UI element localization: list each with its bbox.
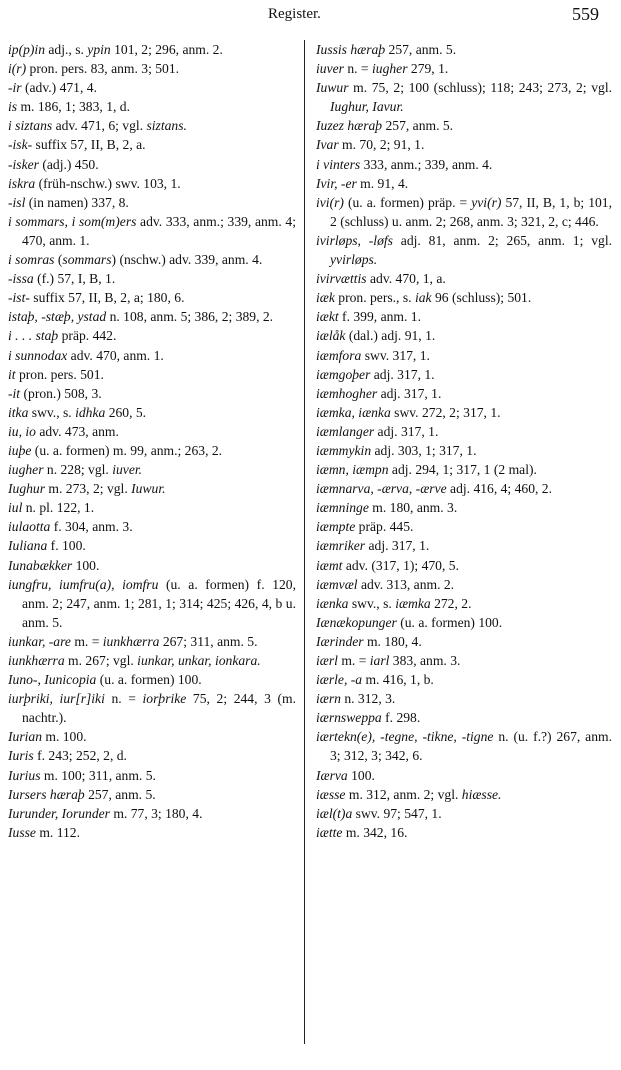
index-entry — [316, 804, 612, 823]
index-entry — [8, 422, 296, 441]
headword: -isker — [8, 156, 39, 172]
index-entry — [8, 250, 296, 269]
page-number: 559 — [572, 4, 599, 24]
entry-text: pron. pers. 83, anm. 3; 501. — [26, 61, 180, 77]
headword: iunkar, -are — [8, 633, 71, 649]
index-entry — [316, 174, 612, 193]
index-column-right — [316, 40, 612, 842]
entry-text: m. 112. — [35, 824, 81, 840]
headword: Ivar — [316, 137, 339, 153]
index-entry — [8, 498, 296, 517]
entry-text: pron. pers., s. — [334, 290, 415, 306]
entry-text: 333, anm.; 339, anm. 4. — [360, 156, 493, 172]
headword: siztans. — [146, 118, 187, 134]
entry-text: n. 312, 3. — [340, 691, 396, 707]
index-entry — [316, 632, 612, 651]
page-header — [0, 4, 621, 28]
index-entry — [316, 727, 612, 765]
index-entry — [316, 594, 612, 613]
entry-text: n. pl. 122, 1. — [22, 500, 95, 516]
index-entry — [8, 746, 296, 765]
entry-text: 101, 2; 296, anm. 2. — [110, 42, 223, 57]
headword: iæmhogher — [316, 385, 378, 401]
entry-text: 75, 2; 244, 3 (m. nachtr.). — [22, 691, 296, 726]
index-entry — [316, 307, 612, 326]
headword: iærn — [316, 691, 341, 707]
headword: Iærva — [316, 767, 348, 783]
index-entry — [8, 193, 296, 212]
entry-text: adj. 317, 1. — [365, 538, 430, 554]
entry-text: adj. 317, 1. — [374, 423, 439, 439]
entry-text: (pron.) 508, 3. — [20, 385, 102, 401]
entry-text: adv. (317, 1); 470, 5. — [342, 557, 459, 573]
headword: iæmt — [316, 557, 343, 573]
index-entry — [316, 823, 612, 842]
index-entry — [8, 536, 296, 555]
headword: yvi(r) — [471, 194, 502, 210]
entry-text: adj. 81, anm. 2; 265, anm. 1; vgl. — [392, 232, 612, 248]
headword: iugher — [372, 61, 408, 77]
index-entry — [8, 441, 296, 460]
index-entry — [316, 498, 612, 517]
index-entry — [316, 365, 612, 384]
headword: -it — [8, 385, 21, 401]
headword: iugher — [8, 462, 44, 478]
index-entry — [8, 346, 296, 365]
entry-text: m. 100. — [41, 729, 87, 745]
index-entry — [316, 766, 612, 785]
headword: -isk- — [8, 137, 33, 153]
index-entry — [8, 97, 296, 116]
headword: Iuwur — [316, 80, 349, 96]
headword: i . . . staþ — [8, 328, 59, 344]
index-entry — [316, 288, 612, 307]
entry-text: f. 243; 252, 2, d. — [33, 748, 127, 764]
index-entry — [8, 40, 296, 59]
entry-text: n. = — [104, 691, 143, 707]
entry-text: (u. a. formen) präp. = — [343, 194, 472, 210]
entry-text: adj. 303, 1; 317, 1. — [371, 442, 477, 458]
entry-text: 257, anm. 5. — [385, 42, 457, 57]
headword: ypin — [87, 42, 111, 57]
headword: iærnsweppa — [316, 710, 382, 726]
headword: -issa — [8, 271, 34, 287]
entry-text: m. = — [337, 653, 370, 668]
headword: iæmriker — [316, 538, 366, 554]
headword: iak — [414, 290, 432, 306]
headword: iuver. — [112, 462, 143, 478]
headword: i siztans — [8, 118, 53, 134]
index-entry — [8, 651, 296, 670]
entry-text: (früh-nschw.) swv. 103, 1. — [35, 175, 181, 191]
index-entry — [8, 479, 296, 498]
headword: iunkar, unkar, ionkara. — [137, 653, 261, 668]
headword: iungfru, iumfru(a), iomfru — [8, 576, 159, 592]
index-entry — [8, 78, 296, 97]
index-entry — [8, 155, 296, 174]
headword: iæmka, iænka — [316, 404, 391, 420]
headword: iæmfora — [316, 347, 362, 363]
index-entry — [8, 517, 296, 536]
entry-text: pron. pers. 501. — [15, 366, 104, 382]
headword: Iuno-, Iunicopia — [8, 672, 97, 688]
headword: ip(p)in — [8, 42, 45, 57]
entry-text: adj. 317, 1. — [377, 385, 442, 401]
index-entry — [8, 403, 296, 422]
headword: yvirløps. — [330, 252, 378, 268]
entry-text: f. 399, anm. 1. — [338, 309, 421, 325]
index-entry — [316, 689, 612, 708]
entry-text: swv., s. — [348, 595, 396, 611]
headword: Iuzez hæraþ — [316, 118, 383, 134]
entry-text: f. 100. — [47, 538, 86, 554]
headword: iurþriki, iur[r]iki — [8, 691, 105, 707]
headword: i sommars, i som(m)ers — [8, 213, 137, 229]
index-entry — [8, 212, 296, 250]
entry-text: adj. 416, 4; 460, 2. — [446, 481, 552, 497]
headword: iæmn, iæmpn — [316, 462, 389, 478]
headword: iæmvæl — [316, 576, 358, 592]
entry-text: m. 77, 3; 180, 4. — [109, 805, 203, 821]
index-entry — [316, 155, 612, 174]
headword: is — [8, 99, 18, 115]
headword: -ist- — [8, 290, 30, 306]
entry-text: n. = — [343, 61, 372, 77]
headword: iu, io — [8, 423, 36, 439]
headword: Iuris — [8, 748, 34, 764]
headword: iul — [8, 500, 23, 516]
entry-text: 279, 1. — [407, 61, 449, 77]
index-entry — [8, 460, 296, 479]
entry-text: adj. 294, 1; 317, 1 (2 mal). — [388, 462, 537, 478]
entry-text: 267; 311, anm. 5. — [159, 633, 258, 649]
headword: itka — [8, 404, 29, 420]
index-entry — [316, 231, 612, 269]
index-entry — [8, 135, 296, 154]
headword: ivirvættis — [316, 271, 367, 287]
running-title: Register. — [268, 6, 321, 22]
index-entry — [316, 135, 612, 154]
entry-text: 100. — [347, 767, 375, 783]
entry-text: 100. — [72, 557, 100, 573]
headword: iæsse — [316, 786, 346, 802]
index-entry — [8, 785, 296, 804]
entry-text: m. 342, 16. — [342, 824, 408, 840]
headword: iunkhærra — [102, 633, 160, 649]
entry-text: 383, anm. 3. — [389, 653, 461, 668]
index-entry — [316, 40, 612, 59]
entry-text: m. 91, 4. — [356, 175, 409, 191]
index-entry — [316, 575, 612, 594]
headword: iarl — [369, 653, 390, 668]
index-entry — [8, 288, 296, 307]
entry-text: m. 267; vgl. — [64, 653, 138, 668]
headword: ivirløps, -løfs — [316, 232, 393, 248]
headword: it — [8, 366, 16, 382]
index-entry — [316, 403, 612, 422]
headword: Iuwur. — [131, 481, 166, 497]
headword: iænka — [316, 595, 349, 611]
index-entry — [316, 460, 612, 479]
headword: Iughur — [8, 481, 46, 497]
index-entry — [316, 613, 612, 632]
entry-text: suffix 57, II, B, 2, a; 180, 6. — [29, 290, 185, 306]
headword: iæmpte — [316, 519, 356, 535]
index-entry — [316, 441, 612, 460]
headword: istaþ, -stæþ, ystad — [8, 309, 107, 325]
headword: iæl(t)a — [316, 805, 353, 821]
entry-text: 257, anm. 5. — [382, 118, 454, 134]
entry-text: adv. 473, anm. — [35, 423, 119, 439]
headword: Iurian — [8, 729, 42, 745]
headword: iæmlanger — [316, 423, 375, 439]
entry-text: m. 180, anm. 3. — [368, 500, 458, 516]
entry-text: (u. a. formen) f. 120, anm. 2; 247, anm. 1; 281, 1; 314; 425; 426, 4, b u. anm. 5. — [22, 576, 296, 630]
index-entry — [316, 670, 612, 689]
entry-text: (in namen) 337, 8. — [25, 194, 129, 210]
headword: iæk — [316, 290, 335, 306]
entry-text: adv. 471, 6; vgl. — [52, 118, 147, 134]
headword: Iuliana — [8, 538, 48, 554]
headword: iuþe — [8, 442, 32, 458]
index-entry — [8, 632, 296, 651]
entry-text: adj., s. — [45, 42, 88, 57]
headword: ivi(r) — [316, 194, 344, 210]
entry-text: swv. 97; 547, 1. — [352, 805, 442, 821]
index-entry — [316, 785, 612, 804]
index-entry — [316, 193, 612, 231]
entry-text: (f.) 57, I, B, 1. — [33, 271, 116, 287]
entry-text: m. 312, anm. 2; vgl. — [345, 786, 462, 802]
headword: sommars — [62, 252, 112, 268]
index-entry — [8, 384, 296, 403]
headword: iærle, -a — [316, 672, 363, 688]
headword: Ivir, -er — [316, 175, 357, 191]
headword: i vinters — [316, 156, 361, 172]
index-entry — [316, 116, 612, 135]
headword: iæmka — [395, 595, 431, 611]
entry-text: 257, anm. 5. — [84, 786, 156, 802]
headword: Iurunder, Iorunder — [8, 805, 110, 821]
headword: Iughur, Iavur. — [330, 99, 404, 115]
entry-text: swv., s. — [28, 404, 76, 420]
entry-text: präp. 445. — [355, 519, 414, 535]
entry-text: f. 298. — [381, 710, 421, 726]
index-entry — [316, 422, 612, 441]
headword: iæmnarva, -ærva, -ærve — [316, 481, 447, 497]
index-entry — [316, 384, 612, 403]
headword: iærl — [316, 653, 338, 668]
index-entry — [316, 269, 612, 288]
entry-text: (u. a. formen) 100. — [96, 672, 202, 688]
index-column-left — [8, 40, 296, 842]
entry-text: (dal.) adj. 91, 1. — [345, 328, 436, 344]
index-entry — [8, 174, 296, 193]
entry-text: suffix 57, II, B, 2, a. — [32, 137, 146, 153]
entry-text: m. 180, 4. — [363, 633, 422, 649]
headword: i(r) — [8, 61, 27, 77]
headword: Iusse — [8, 824, 36, 840]
index-entry — [316, 326, 612, 345]
entry-text: adv. 313, anm. 2. — [357, 576, 455, 592]
entry-text: m. 75, 2; 100 (schluss); 118; 243; 273, 2; vgl. — [348, 80, 612, 96]
entry-text: 260, 5. — [105, 404, 147, 420]
entry-text: 96 (schluss); 501. — [431, 290, 532, 306]
headword: iulaotta — [8, 519, 51, 535]
index-entry — [8, 365, 296, 384]
headword: hiæsse. — [461, 786, 502, 802]
index-entry — [316, 536, 612, 555]
entry-text: m. 186, 1; 383, 1, d. — [17, 99, 130, 115]
headword: Iunabækker — [8, 557, 73, 573]
entry-text: (adv.) 471, 4. — [21, 80, 97, 96]
headword: -ir — [8, 80, 22, 96]
index-entry — [8, 766, 296, 785]
entry-text: n. (u. f.?) 267, anm. 3; 312, 3; 342, 6. — [330, 729, 612, 764]
index-entry — [316, 556, 612, 575]
index-entry — [8, 670, 296, 689]
index-entry — [8, 689, 296, 727]
headword: i sunnodax — [8, 347, 68, 363]
headword: Iænækopunger — [316, 614, 397, 630]
entry-text: 57, II, B, 1, b; 101, 2 (schluss) u. anm. 2; 268, anm. 3; 321, 2, c; 446. — [330, 194, 613, 229]
headword: iuver — [316, 61, 344, 77]
entry-text: m. 416, 1, b. — [362, 672, 434, 688]
entry-text: swv. 317, 1. — [361, 347, 430, 363]
index-entry — [316, 346, 612, 365]
entry-text: m. 70, 2; 91, 1. — [338, 137, 425, 153]
index-entry — [8, 116, 296, 135]
entry-text: swv. 272, 2; 317, 1. — [390, 404, 501, 420]
headword: iærtekn(e), -tegne, -tikne, -tigne — [316, 729, 494, 745]
entry-text: adv. 470, 1, a. — [366, 271, 446, 287]
index-entry — [8, 59, 296, 78]
entry-text: f. 304, anm. 3. — [50, 519, 133, 535]
index-entry — [316, 708, 612, 727]
index-entry — [316, 78, 612, 116]
index-entry — [316, 651, 612, 670]
entry-text: m. 100; 311, anm. 5. — [40, 767, 156, 783]
entry-text: 272, 2. — [430, 595, 472, 611]
entry-text: präp. 442. — [58, 328, 117, 344]
entry-text: adv. 333, anm.; 339, anm. 4; 470, anm. 1. — [22, 213, 296, 248]
headword: iækt — [316, 309, 339, 325]
headword: iskra — [8, 175, 36, 191]
entry-text: ) (nschw.) adv. 339, anm. 4. — [111, 252, 263, 268]
headword: Iussis hæraþ — [316, 42, 386, 57]
entry-text: n. 228; vgl. — [43, 462, 113, 478]
entry-text: ( — [54, 252, 63, 268]
index-entry — [316, 59, 612, 78]
headword: iorþrike — [142, 691, 187, 707]
headword: iætte — [316, 824, 343, 840]
entry-text: adj. 317, 1. — [370, 366, 435, 382]
index-entry — [8, 269, 296, 288]
index-entry — [8, 326, 296, 345]
entry-text: (adj.) 450. — [38, 156, 99, 172]
headword: iunkhærra — [8, 653, 65, 668]
headword: Iurius — [8, 767, 41, 783]
headword: iæmninge — [316, 500, 369, 516]
entry-text: (u. a. formen) 100. — [396, 614, 503, 630]
index-entry — [316, 517, 612, 536]
index-entry — [8, 556, 296, 575]
headword: Iærinder — [316, 633, 364, 649]
entry-text: m. = — [70, 633, 103, 649]
index-entry — [8, 804, 296, 823]
headword: i somras — [8, 252, 55, 268]
index-entry — [8, 823, 296, 842]
headword: -isl — [8, 194, 26, 210]
index-entry — [8, 575, 296, 632]
headword: iælåk — [316, 328, 346, 344]
headword: iæmgoþer — [316, 366, 371, 382]
headword: iæmmykin — [316, 442, 372, 458]
entry-text: (u. a. formen) m. 99, anm.; 263, 2. — [31, 442, 223, 458]
headword: Iursers hæraþ — [8, 786, 85, 802]
headword: idhka — [75, 404, 106, 420]
index-entry — [8, 727, 296, 746]
column-divider — [304, 40, 305, 1044]
entry-text: n. 108, anm. 5; 386, 2; 389, 2. — [106, 309, 274, 325]
index-entry — [8, 307, 296, 326]
index-entry — [316, 479, 612, 498]
entry-text: m. 273, 2; vgl. — [45, 481, 132, 497]
entry-text: adv. 470, anm. 1. — [67, 347, 164, 363]
